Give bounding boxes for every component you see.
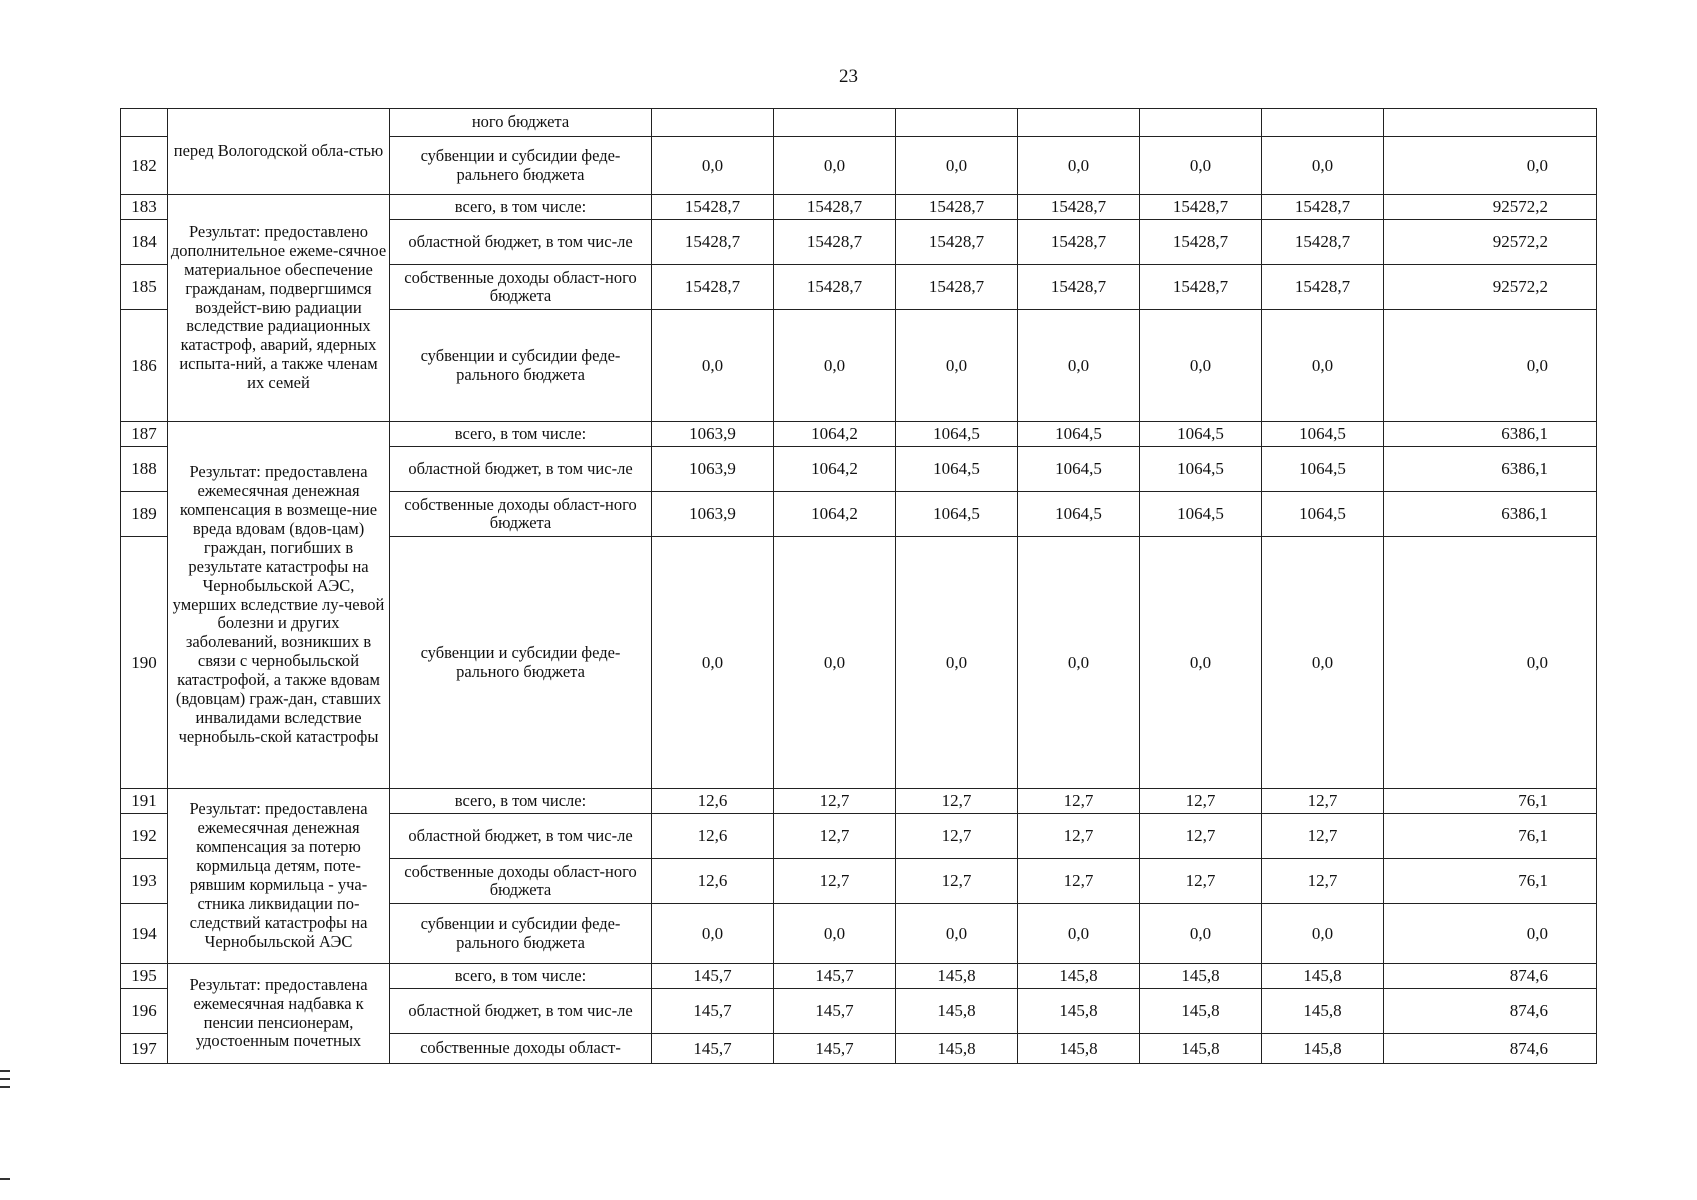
year-value: 15428,7 [896,195,1018,220]
year-value: 145,8 [1262,1034,1384,1064]
total-value: 76,1 [1384,859,1597,904]
year-value: 0,0 [1262,310,1384,422]
year-value: 1063,9 [652,447,774,492]
year-value: 0,0 [652,537,774,789]
year-value: 15428,7 [1262,265,1384,310]
total-value: 0,0 [1384,537,1597,789]
year-value: 0,0 [1018,310,1140,422]
row-number: 196 [121,989,168,1034]
year-value: 0,0 [896,537,1018,789]
row-number: 187 [121,422,168,447]
year-value: 1064,5 [1140,422,1262,447]
year-value: 1063,9 [652,422,774,447]
row-number: 194 [121,904,168,964]
year-value: 1064,5 [1018,422,1140,447]
table-row [121,109,1597,137]
total-value: 92572,2 [1384,220,1597,265]
year-value: 1064,2 [774,492,896,537]
year-value: 12,7 [1262,814,1384,859]
total-value: 0,0 [1384,137,1597,195]
funding-source: ного бюджета [390,109,652,137]
table-row [121,195,1597,220]
table-body [121,109,1597,1064]
year-value: 1064,5 [1262,422,1384,447]
year-value: 145,8 [1018,989,1140,1034]
funding-source: собственные доходы област-ного бюджета [390,265,652,310]
row-number: 190 [121,537,168,789]
year-value: 12,7 [1262,789,1384,814]
year-value: 0,0 [774,310,896,422]
year-value: 12,7 [1140,789,1262,814]
year-value: 145,8 [1140,989,1262,1034]
total-value: 0,0 [1384,904,1597,964]
total-value: 6386,1 [1384,492,1597,537]
year-value: 1064,5 [896,492,1018,537]
year-value: 1063,9 [652,492,774,537]
year-value: 145,8 [1018,1034,1140,1064]
year-value: 12,6 [652,789,774,814]
year-value: 15428,7 [774,195,896,220]
year-value: 145,7 [774,964,896,989]
year-value: 145,8 [896,989,1018,1034]
funding-source: собственные доходы област-ного бюджета [390,492,652,537]
table-row [121,964,1597,989]
row-number: 188 [121,447,168,492]
funding-source: всего, в том числе: [390,422,652,447]
year-value: 15428,7 [896,220,1018,265]
year-value: 145,8 [1140,1034,1262,1064]
year-value: 0,0 [896,904,1018,964]
row-number: 195 [121,964,168,989]
result-description: перед Вологодской обла-стью [168,109,390,195]
scan-edge-mark-bottom [0,1178,10,1180]
year-value: 12,6 [652,814,774,859]
funding-source: собственные доходы област-ного бюджета [390,859,652,904]
year-value: 145,7 [652,964,774,989]
funding-source: субвенции и субсидии феде-рального бюджета [390,310,652,422]
budget-table [120,108,1597,1064]
year-value: 15428,7 [652,195,774,220]
funding-source: субвенции и субсидии феде-рального бюджета [390,537,652,789]
year-value: 0,0 [652,137,774,195]
year-value: 15428,7 [1262,220,1384,265]
total-value: 0,0 [1384,310,1597,422]
year-value: 145,8 [896,964,1018,989]
year-value: 12,7 [1018,789,1140,814]
row-number: 183 [121,195,168,220]
year-value: 1064,5 [1140,447,1262,492]
year-value: 0,0 [774,904,896,964]
year-value: 15428,7 [896,265,1018,310]
year-value: 0,0 [652,904,774,964]
year-value: 145,7 [774,989,896,1034]
result-description: Результат: предоставлена ежемесячная денежная компенсация в возмеще-ние вреда вдовам (вдов-цам) граждан, погибших в результате катастрофы на Чернобыльской АЭС, умерших вследствие лу-чевой болезни и других заболеваний, возникших в связи с чернобыльской катастрофой, а также вдовам (вдовцам) граж-дан, ставших инвалидами вследствие чернобыль-ской катастрофы [168,422,390,789]
year-value: 1064,5 [1018,447,1140,492]
scan-edge-marks [0,1070,10,1100]
year-value: 0,0 [1262,137,1384,195]
funding-source: областной бюджет, в том чис-ле [390,447,652,492]
result-description: Результат: предоставлена ежемесячная надбавка к пенсии пенсионерам, удостоенным почетных [168,964,390,1064]
funding-source: областной бюджет, в том чис-ле [390,814,652,859]
year-value: 0,0 [1262,904,1384,964]
year-value: 15428,7 [1018,220,1140,265]
funding-source: собственные доходы област- [390,1034,652,1064]
year-value: 0,0 [1140,137,1262,195]
table-row [121,422,1597,447]
row-number: 197 [121,1034,168,1064]
scan-mark [0,1070,10,1072]
year-value: 15428,7 [1018,195,1140,220]
year-value: 12,7 [896,859,1018,904]
year-value: 15428,7 [1262,195,1384,220]
row-number: 182 [121,137,168,195]
funding-source: областной бюджет, в том чис-ле [390,989,652,1034]
year-value: 1064,2 [774,422,896,447]
row-number: 186 [121,310,168,422]
total-value: 874,6 [1384,1034,1597,1064]
row-number: 184 [121,220,168,265]
year-value: 145,8 [896,1034,1018,1064]
funding-source: субвенции и субсидии феде-ральнего бюджета [390,137,652,195]
result-description: Результат: предоставлена ежемесячная денежная компенсация за потерю кормильца детям, поте-рявшим кормильца - уча-стника ликвидации по-следствий катастрофы на Чернобыльской АЭС [168,789,390,964]
year-value: 15428,7 [652,265,774,310]
year-value: 0,0 [774,137,896,195]
year-value: 145,8 [1262,989,1384,1034]
year-value: 1064,5 [1018,492,1140,537]
row-number: 185 [121,265,168,310]
row-number: 192 [121,814,168,859]
year-value: 1064,5 [1262,447,1384,492]
year-value: 0,0 [896,310,1018,422]
total-value: 874,6 [1384,989,1597,1034]
total-value: 92572,2 [1384,195,1597,220]
page-number: 23 [839,66,858,87]
year-value: 12,7 [1140,859,1262,904]
year-value: 0,0 [896,137,1018,195]
funding-source: всего, в том числе: [390,789,652,814]
year-value: 15428,7 [1140,195,1262,220]
year-value: 145,8 [1018,964,1140,989]
row-number: 193 [121,859,168,904]
year-value: 12,7 [1018,814,1140,859]
total-value: 6386,1 [1384,422,1597,447]
year-value: 12,7 [1262,859,1384,904]
year-value: 12,7 [774,859,896,904]
year-value: 12,7 [774,814,896,859]
result-description: Результат: предоставлено дополнительное ежеме-сячное материальное обеспечение гражданам, подвергшимся воздейст-вию радиации вследствие радиационных катастроф, аварий, ядерных испыта-ний, а также членам их семей [168,195,390,422]
funding-source: всего, в том числе: [390,195,652,220]
year-value [896,109,1018,137]
funding-source: всего, в том числе: [390,964,652,989]
year-value: 0,0 [652,310,774,422]
row-number: 189 [121,492,168,537]
table-row [121,789,1597,814]
year-value: 0,0 [1140,904,1262,964]
year-value [1018,109,1140,137]
year-value: 145,7 [652,1034,774,1064]
year-value: 0,0 [1140,537,1262,789]
total-value: 92572,2 [1384,265,1597,310]
total-value: 76,1 [1384,814,1597,859]
year-value: 12,7 [774,789,896,814]
total-value: 874,6 [1384,964,1597,989]
year-value: 12,7 [896,789,1018,814]
year-value: 145,7 [774,1034,896,1064]
funding-source: субвенции и субсидии феде-рального бюджета [390,904,652,964]
total-value [1384,109,1597,137]
year-value [1140,109,1262,137]
year-value [652,109,774,137]
funding-source: областной бюджет, в том чис-ле [390,220,652,265]
year-value: 0,0 [774,537,896,789]
row-number [121,109,168,137]
total-value: 6386,1 [1384,447,1597,492]
year-value: 1064,5 [1262,492,1384,537]
year-value: 12,7 [896,814,1018,859]
year-value: 12,7 [1140,814,1262,859]
scan-mark [0,1086,10,1088]
year-value: 1064,5 [1140,492,1262,537]
year-value: 1064,5 [896,447,1018,492]
year-value: 145,8 [1262,964,1384,989]
year-value: 0,0 [1018,904,1140,964]
year-value: 15428,7 [1140,265,1262,310]
year-value: 12,7 [1018,859,1140,904]
year-value: 15428,7 [774,220,896,265]
year-value: 15428,7 [774,265,896,310]
year-value: 15428,7 [1018,265,1140,310]
total-value: 76,1 [1384,789,1597,814]
year-value: 15428,7 [1140,220,1262,265]
year-value: 15428,7 [652,220,774,265]
year-value: 0,0 [1018,537,1140,789]
scan-mark [0,1078,10,1080]
row-number: 191 [121,789,168,814]
year-value: 0,0 [1140,310,1262,422]
year-value [774,109,896,137]
year-value: 0,0 [1262,537,1384,789]
year-value: 1064,2 [774,447,896,492]
year-value: 145,8 [1140,964,1262,989]
year-value: 1064,5 [896,422,1018,447]
year-value: 145,7 [652,989,774,1034]
year-value: 0,0 [1018,137,1140,195]
year-value [1262,109,1384,137]
year-value: 12,6 [652,859,774,904]
